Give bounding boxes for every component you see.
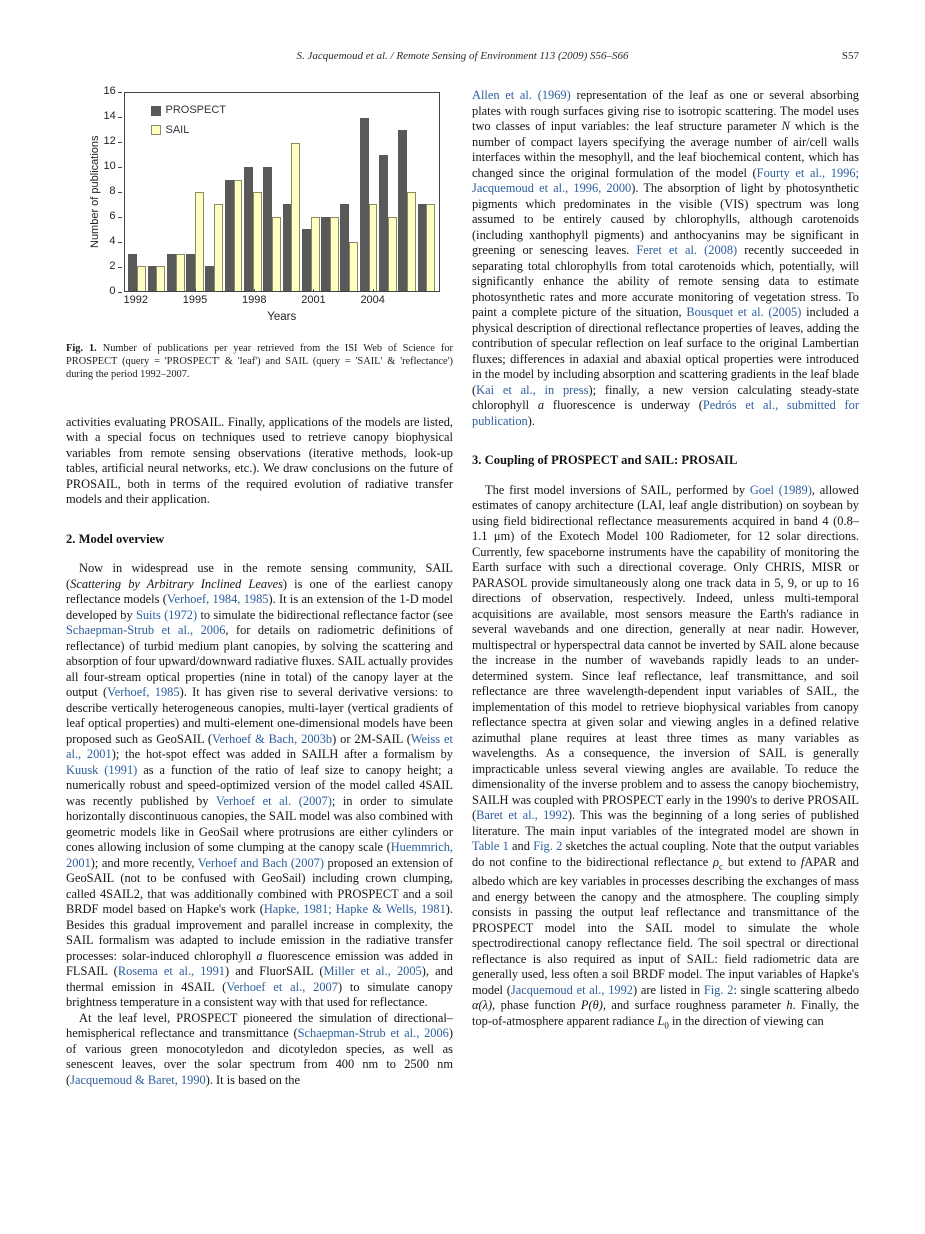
legend-item-sail (151, 123, 227, 139)
citation-link[interactable]: Kai et al., in press (476, 382, 589, 397)
text-run: P(θ) (580, 998, 603, 1013)
citation-link[interactable]: Kuusk (1991) (66, 762, 138, 777)
citation-link[interactable]: Jacquemoud et al., 1992 (510, 982, 633, 997)
text-run: f (800, 854, 805, 869)
paragraph-prosail-coupling (472, 483, 859, 1034)
legend-label-sail: SAIL (165, 123, 190, 136)
x-tick-1992: 1992 (123, 294, 148, 306)
text-run: ). It is based on the (205, 1072, 301, 1087)
x-tick-1999 (266, 293, 283, 307)
bar-prospect-2005 (379, 155, 388, 291)
citation-link[interactable]: Hapke, 1981; Hapke & Wells, 1981 (263, 902, 446, 916)
text-run: ) of various green monocotyledon and dicotyledon species, as well as senescent leaves, over the solar spectrum from 400 nm to 2500 nm ( (66, 1026, 453, 1087)
citation-link[interactable]: Verhoef, 1985 (107, 685, 180, 699)
citation-link[interactable]: Table 1 (472, 839, 509, 853)
text-run: recently succeeded in separating total chlorophylls from total carotenoids which, potentially, will significantly enhance the ability of remote sensing data to estimate photosynthetic rates and more accurate monitoring of vegetation stress. To paint a complete picture of the situation, (472, 243, 859, 319)
x-tick-2007 (420, 293, 437, 307)
text-run: ) or 2M-SAIL ( (332, 731, 411, 746)
chart-main (103, 85, 441, 326)
text-run: α(λ) (472, 998, 493, 1013)
x-tick-2004: 2004 (360, 294, 385, 306)
text-run: ); finally, a new version calculating steady-state chlorophyll (472, 382, 859, 412)
paragraph-prospect-overview (66, 1011, 453, 1089)
text-run: ). The absorption of light by photosynthetic pigments which predominates in the visible (VIS) spectrum was long assumed to be entirely caused by chlorophylls, although carotenoids (including xanthophyll pigments) and anthocyanins may be significant in greening or senescing leaves. (472, 181, 859, 257)
text-run: , phase function (492, 998, 581, 1013)
section-heading-coupling: 3. Coupling of PROSPECT and SAIL: PROSAIL (472, 453, 738, 467)
bar-group-2000 (282, 93, 301, 291)
text-run: fluorescence is underway ( (544, 398, 703, 412)
text-run: ρ (713, 854, 719, 869)
text-run: 0 (664, 1020, 669, 1031)
running-head: S. Jacquemoud et al. / Remote Sensing of Environment 113 (2009) S56–S66 (296, 50, 629, 62)
bar-sail-2006 (407, 192, 416, 291)
text-run: as a function of the ratio of leaf size to canopy height; a numerically robust and speed-optimized version of the model called 4SAIL was recently published by (66, 762, 453, 808)
text-run: included a physical description of directional reflectance properties of leaves, adding the contribution of specular reflection on leaf surface to the original Lambertian fluxes; differences in adaxial and abaxial optical properties were introduced in the model by including absorption and scattering gradients in the leaf blade ( (472, 305, 859, 397)
citation-link[interactable]: Verhoef et al., 2007 (226, 979, 338, 994)
section-heading-model-overview: 2. Model overview (66, 531, 165, 546)
two-column-body (66, 85, 860, 1088)
legend-label-prospect: PROSPECT (165, 104, 227, 116)
x-tick-1998: 1998 (241, 294, 267, 306)
text-run: ). It has given rise to several derivative versions: to describe vertically heterogeneous canopies, multi-layer (vertical gradients of leaf optical properties) and multi-element one-dimensional models have been proposed such as GeoSAIL ( (66, 685, 453, 746)
citation-link[interactable]: Suits (1972) (135, 607, 198, 622)
text-run: At the leaf level, PROSPECT pioneered the simulation of directional–hemispherical reflectance and transmittance ( (66, 1010, 453, 1040)
text-run: which is the number of compact layers specifying the average number of air/cell walls interfaces within the mesophyll, and the leaf biochemical content, which has changed since the original formulation of the model ( (472, 119, 859, 180)
text-run: ; in order to simulate horizontally discontinuous canopies, the SAIL model was also combined with geometric models like in GeoSail where protrusions are either cylinders or cones allowing inclusion of some clumping at the canopy scale ( (66, 793, 453, 854)
x-tick-1993 (148, 293, 165, 307)
bar-sail-2004 (369, 204, 378, 291)
text-run: , allowed estimates of canopy architecture (LAI, leaf angle distribution) on soybean by using field bidirectional reflectance measurements acquired in band 4 (0.8–1.1 μm) of the Exotech Model 100 Radiometer, for 12 solar directions. Currently, few spaceborne instruments have the capability of monitoring the Earth surface with such a directional coverage. Only CHRIS, MISR or PARASOL provide simultaneously along one track data in 5, 9, or up to 16 directions of observation, respectively. Indeed, unless multi-temporal acquisitions are available, most sensors measure the Earth's radiance in several wavebands and one direction, generally at near nadir. However, multispectral or hyperspectral data cannot be inverted by SAIL alone because the increase in the number of wavebands rapidly leads to an under-determined system. Since leaf reflectance, leaf transmittance, and soil reflectance are three wavelength-dependent input variables of SAIL, the implementation of this model to retrieve biophysical variables from canopy reflectance spectra at given solar and viewing angles in a defined relative azimuthal plane requires at least three times as many variables as wavelengths. As a consequence, the inversion of SAIL is generally impracticable unless several viewing angles are available. To reduce the dimensionality of the inverse problem and to assess the canopy biochemistry, SAILH was coupled with PROSPECT early in the 1990's to derive PROSAIL ( (472, 482, 859, 822)
text-run: N (781, 119, 790, 133)
citation-link[interactable]: Fig. 2 (533, 839, 563, 853)
citation-link[interactable]: Weiss et al., 2001 (66, 731, 453, 761)
text-run: in the direction of viewing can (668, 1013, 824, 1028)
citation-link[interactable]: Jacquemoud & Baret, 1990 (70, 1072, 206, 1087)
bar-group-1997 (224, 93, 243, 291)
bar-sail-1997 (234, 180, 243, 291)
citation-link[interactable]: Rosema et al., 1991 (117, 964, 226, 978)
citation-link[interactable]: Fig. 2 (703, 982, 734, 997)
text-run: Now in widespread use in the remote sensing community, SAIL ( (66, 561, 453, 591)
bar-prospect-1995 (186, 254, 195, 291)
paragraph-intro-continued (66, 415, 453, 508)
bar-sail-1993 (156, 266, 165, 291)
prospect-swatch-icon (151, 106, 161, 116)
paragraph-prospect-continued (472, 88, 859, 429)
text-run: representation of the leaf as one or several absorbing plates with rough surfaces giving rise to isotropic scattering. The model uses two classes of input variables: the leaf structure parameter (472, 88, 859, 133)
bar-group-2004 (359, 93, 378, 291)
citation-link[interactable]: Allen et al. (1969) (472, 88, 571, 102)
citation-link[interactable]: Miller et al., 2005 (323, 964, 422, 978)
bar-group-2003 (340, 93, 359, 291)
bar-prospect-1996 (205, 266, 214, 291)
bar-prospect-1994 (167, 254, 176, 291)
paragraph-sail-overview (66, 561, 453, 1011)
page-header (66, 50, 859, 64)
bar-sail-1996 (214, 204, 223, 291)
text-run: a (537, 398, 545, 412)
bar-sail-1998 (253, 192, 262, 291)
bar-prospect-1998 (244, 167, 253, 291)
left-column (66, 85, 454, 1088)
citation-link[interactable]: Huemmrich, 2001 (66, 840, 453, 870)
text-run: ), and thermal emission in 4SAIL ( (66, 964, 454, 994)
bar-prospect-2000 (283, 204, 292, 291)
bar-prospect-2002 (321, 217, 330, 291)
text-run: APAR and albedo which are key variables in processes describing the exchanges of mass and energy between the canopy and the atmosphere. The coupling simply consists in passing the output leaf reflectance and transmittance of the PROSPECT model into the SAIL model to simulate the whole spectrodirectional canopy reflectance field. The soil spectral or directional reflectance is also required as input of SAIL: field radiometric data are generally used, less often a soil BRDF model. The input variables of Hapke's model ( (472, 854, 859, 997)
bar-sail-2003 (349, 242, 358, 292)
bar-prospect-2004 (360, 118, 369, 291)
bar-sail-2007 (426, 204, 435, 291)
citation-link[interactable]: Bousquet et al. (2005) (686, 305, 802, 319)
figure-1 (66, 85, 453, 381)
text-run: ). Besides this gradual improvement and parallel increase in complexity, the SAIL formalism was adapted to include emission in the radiative transfer processes: solar-induced chlorophyll (66, 902, 454, 963)
bar-group-2005 (378, 93, 397, 291)
bar-prospect-1993 (148, 266, 157, 291)
bar-group-1999 (262, 93, 281, 291)
citation-link[interactable]: Schaepman-Strub et al., 2006 (66, 623, 226, 637)
x-tick-2006 (402, 293, 419, 307)
text-run: , for details on radiometric definitions of reflectance) of turbid medium plant canopies, by solving the scattering and absorption of four upward/downward radiative fluxes. SAIL actually provides all four-stream optical properties (nine in total) of the canopy layer at the output ( (66, 623, 454, 699)
bar-prospect-1999 (263, 167, 272, 291)
text-run: The first model inversions of SAIL, performed by (485, 482, 750, 497)
text-run: a (256, 948, 263, 963)
bar-prospect-2003 (340, 204, 349, 291)
bar-prospect-2007 (418, 204, 427, 291)
x-tick-2001: 2001 (301, 294, 326, 306)
text-run: to simulate the bidirectional reflectance factor (see (197, 607, 453, 622)
citation-link[interactable]: Verhoef and Bach (2007) (197, 855, 324, 870)
bar-prospect-2001 (302, 229, 311, 291)
figure-1-caption (66, 342, 453, 381)
text-run: activities evaluating PROSAIL. Finally, applications of the models are listed, with a special focus on techniques used to retrieve canopy biophysical variables from remote sensing observations (iterative methods, look-up tables, artificial neural networks, etc.). We draw conclusions on the future of PROSAIL, both in terms of the required evolution of radiative transfer models and their application. (66, 414, 453, 506)
text-run: Fig. 1. (66, 342, 97, 354)
page-number: S57 (841, 50, 859, 62)
text-run: : single scattering albedo (733, 982, 860, 997)
chart-x-axis-title: Years (267, 311, 297, 323)
citation-link[interactable]: Feret et al. (2008) (636, 243, 738, 257)
citation-link[interactable]: Goel (1989) (749, 482, 812, 497)
bar-prospect-2006 (398, 130, 407, 291)
citation-link[interactable]: Verhoef et al. (2007) (215, 793, 332, 808)
chart-x-ticks (104, 292, 441, 307)
text-run: Scattering by Arbitrary Inclined Leaves (70, 576, 283, 591)
text-run: ); and more recently, (90, 855, 198, 870)
bar-group-1992 (128, 93, 147, 291)
fig1-bar-chart (88, 85, 440, 326)
x-axis-spacer (104, 293, 124, 307)
text-run: ). This was the beginning of a long series of published literature. The main input variables of the integrated model are shown in (472, 808, 859, 838)
bar-group-2002 (320, 93, 339, 291)
citation-link[interactable]: Pedrós et al., submitted for publication (472, 398, 859, 428)
chart-y-axis-title: Number of publications (89, 135, 101, 249)
right-column (472, 88, 859, 1088)
text-run: ) to simulate canopy brightness temperature in a consistent way with that used for reflectance. (66, 979, 453, 1009)
citation-link[interactable]: Baret et al., 1992 (476, 808, 568, 822)
chart-legend (151, 103, 227, 138)
text-run: ). It is an extension of the 1-D model developed by (66, 592, 453, 622)
bar-group-2001 (301, 93, 320, 291)
citation-link[interactable]: Schaepman-Strub et al., 2006 (297, 1026, 449, 1040)
legend-item-prospect (151, 103, 227, 119)
x-tick-1995: 1995 (182, 294, 208, 306)
text-run: c (719, 860, 723, 871)
bar-sail-1999 (272, 217, 281, 291)
text-run: and (508, 839, 534, 853)
x-tick-2002 (326, 293, 343, 307)
text-run: . Finally, the top-of-atmosphere apparent radiance (472, 998, 859, 1028)
text-run: , and surface roughness parameter (602, 998, 787, 1013)
chart-plot-area (124, 92, 441, 292)
chart-y-ticks: 16 14 12 10 8 6 4 2 0 (103, 85, 116, 298)
bar-prospect-1992 (128, 254, 137, 291)
text-run: ) is one of the earliest canopy reflectance models ( (66, 576, 453, 606)
bar-group-2006 (397, 93, 416, 291)
text-run: sketches the actual coupling. Note that the output variables do not confine to the bidirectional reflectance (472, 839, 859, 869)
text-run: ) are listed in (633, 982, 704, 997)
text-run: fluorescence emission was added in FLSAIL ( (66, 948, 453, 978)
x-tick-2003 (343, 293, 360, 307)
bar-sail-2001 (311, 217, 320, 291)
bar-sail-1994 (176, 254, 185, 291)
bar-sail-1992 (137, 266, 146, 291)
x-tick-2000 (284, 293, 301, 307)
text-run: ). (527, 413, 535, 428)
bar-group-1998 (243, 93, 262, 291)
text-run: ) and FluorSAIL ( (225, 964, 324, 978)
text-run: ); the hot-spot effect was added in SAILH after a formalism by (111, 747, 453, 761)
citation-link[interactable]: Fourty et al., 1996; Jacquemoud et al., 1996, 2000 (472, 165, 859, 195)
bar-sail-1995 (195, 192, 204, 291)
sail-swatch-icon (151, 125, 161, 135)
text-run: h (786, 998, 793, 1013)
x-tick-1997 (225, 293, 242, 307)
text-run: L (657, 1013, 665, 1028)
bar-sail-2000 (291, 143, 300, 292)
text-run: proposed an extension of GeoSAIL (not to be confused with GeoSail) including crown clumping, called 4SAIL2, that was additionally combined with PROSPECT and a soil BRDF model based on Hapke's work ( (66, 855, 453, 916)
bar-sail-2005 (388, 217, 397, 291)
bar-group-2007 (417, 93, 436, 291)
x-tick-2005 (385, 293, 402, 307)
bar-prospect-1997 (225, 180, 234, 291)
citation-link[interactable]: Verhoef, 1984, 1985 (166, 592, 269, 606)
x-tick-1996 (207, 293, 224, 307)
text-run: but extend to (723, 854, 801, 869)
text-run: Number of publications per year retrieved from the ISI Web of Science for PROSPECT (query = 'PROSPECT' & 'leaf') and SAIL (query = 'SAIL' & 'reflectance') during the period 1992–2007. (66, 342, 453, 380)
citation-link[interactable]: Verhoef & Bach, 2003b (211, 731, 333, 746)
bar-sail-2002 (330, 217, 339, 291)
x-tick-1994 (165, 293, 182, 307)
